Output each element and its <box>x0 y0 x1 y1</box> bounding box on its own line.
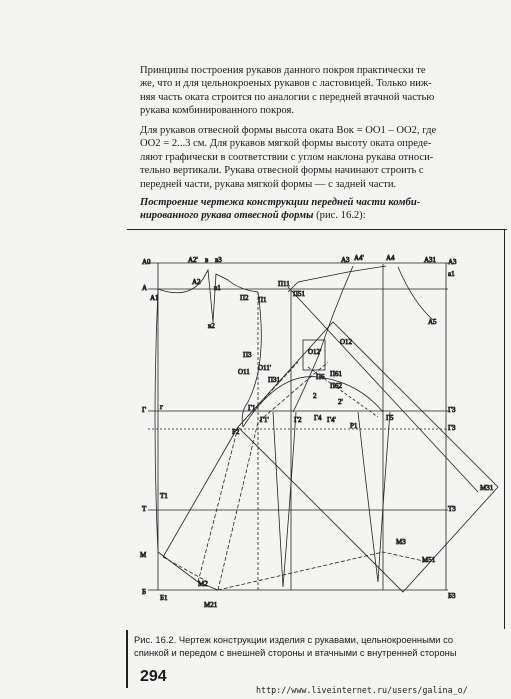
figure-label: М3 <box>396 538 406 546</box>
figure-label: в <box>205 256 209 264</box>
heading-bold: нированного рукава отвесной формы <box>140 210 314 222</box>
figure-label: Г3 <box>448 406 456 414</box>
figure-label: П1 <box>258 296 267 304</box>
figure-label: А5 <box>428 318 437 326</box>
figure-label: Г3 <box>448 424 456 432</box>
figure-label: Б3 <box>448 592 456 600</box>
text-line: же, что и для цельнокроеных рукавов с ластовицей. Только ниж- <box>140 78 432 90</box>
figure-label: в1 <box>214 284 221 292</box>
figure-label: М2 <box>198 580 208 588</box>
heading-line <box>140 209 502 222</box>
caption-line: Рис. 16.2. Чертеж конструкции изделия с рукавами, цельнокроенными со <box>134 634 454 645</box>
figure-label: Б1 <box>160 594 168 602</box>
text-line: няя часть оката строится по аналогии с передней втачной частью <box>140 91 435 103</box>
figure-label: Г5 <box>386 414 394 422</box>
figure-label: Б <box>142 588 147 596</box>
figure-label: Т3 <box>448 505 456 513</box>
text-line: Принципы построения рукавов данного покроя практически те <box>140 65 426 76</box>
text-line: ОО2 = 2...3 см. Для рукавов мягкой формы высоту оката опреде- <box>140 138 432 150</box>
figure-top-rule <box>127 229 507 230</box>
figure-label: П3 <box>243 351 252 359</box>
watermark-url: http://www.liveinternet.ru/users/galina_o/ <box>256 685 468 695</box>
page-edge-shadow <box>504 229 505 629</box>
sleeve-top-line <box>288 266 386 292</box>
heading-tail: (рис. 16.2): <box>313 210 366 222</box>
figure-label: О12' <box>308 348 322 356</box>
figure-label: Г4' <box>327 416 336 424</box>
figure-label: Т <box>142 505 147 513</box>
sleeve-outline <box>238 322 498 592</box>
figure-label: М51 <box>422 556 436 564</box>
figure-label: П11 <box>278 280 290 288</box>
figure-label: 2' <box>338 398 343 406</box>
gusset-left <box>273 412 296 587</box>
figure-label: П2 <box>240 294 249 302</box>
figure-label: А <box>142 284 148 292</box>
page-number: 294 <box>140 668 167 685</box>
pattern-drawing <box>128 252 504 612</box>
figure-label: О11' <box>258 364 272 372</box>
figure-label: Г2 <box>294 416 302 424</box>
figure-label: А2 <box>192 278 201 286</box>
figure-label: П51 <box>293 290 306 298</box>
figure-label: М21 <box>204 601 218 609</box>
sleeve-back-seam <box>163 427 238 557</box>
figure-label: Г1' <box>260 416 269 424</box>
figure-label: А1 <box>150 294 159 302</box>
caption-line: спинкой и передом с внешней стороны и втачными с внутренней стороны <box>134 647 457 658</box>
figure-label: А31 <box>424 256 437 264</box>
figure-label: О11 <box>238 368 250 376</box>
figure-label: А3 <box>341 256 350 264</box>
paragraph-1 <box>140 64 502 118</box>
figure-label: а1 <box>448 270 455 278</box>
caption-margin-rule <box>126 630 128 688</box>
text-line: тельно вертикали. Рукава отвесной формы начинают строить с <box>140 165 424 177</box>
figure-label: П31 <box>268 376 281 384</box>
figure-label: Г4 <box>314 414 322 422</box>
figure-label: А2' <box>188 256 198 264</box>
figure-label: О12 <box>340 338 353 346</box>
figure-label: М <box>140 551 147 559</box>
dashed-sleeve-front <box>218 362 328 590</box>
figure-label: в3 <box>215 256 222 264</box>
figure-label: Т1 <box>160 492 168 500</box>
figure-label: А3 <box>448 258 457 266</box>
figure-label: Р2 <box>232 428 240 436</box>
front-neck-curve <box>398 267 433 320</box>
figure-label: Г <box>142 406 147 414</box>
dashed-sleeve-bottom <box>218 552 428 590</box>
figure-label: М31 <box>480 484 494 492</box>
figure-label: 2 <box>313 392 317 400</box>
text-line: Для рукавов отвесной формы высота оката Вок = ОО1 – ОО2, где <box>140 125 437 136</box>
figure-label: А0 <box>142 258 151 266</box>
figure-label: в2 <box>208 322 215 330</box>
figure-label: П62 <box>330 382 343 390</box>
heading-line: Построение чертежа конструкции передней части комби- <box>140 197 421 208</box>
figure-label: П6 <box>316 373 325 381</box>
section-heading <box>140 196 502 223</box>
text-line: ляют графически в соответствии с углом наклона рукава относи- <box>140 151 434 163</box>
figure-label: г <box>160 403 163 411</box>
gusset-right <box>358 412 390 582</box>
back-side-contour <box>155 289 218 590</box>
figure-label: Р1 <box>350 422 358 430</box>
figure-label: П61 <box>330 370 343 378</box>
figure-caption <box>134 633 504 659</box>
figure-label: Г1 <box>248 404 256 412</box>
figure-label: А4' <box>354 254 364 262</box>
text-line: рукава комбинированного покроя. <box>140 105 295 117</box>
text-line: передней части, рукава мягкой формы — с задней части. <box>140 178 397 190</box>
paragraph-2 <box>140 124 502 191</box>
figure-label: А4 <box>386 254 395 262</box>
